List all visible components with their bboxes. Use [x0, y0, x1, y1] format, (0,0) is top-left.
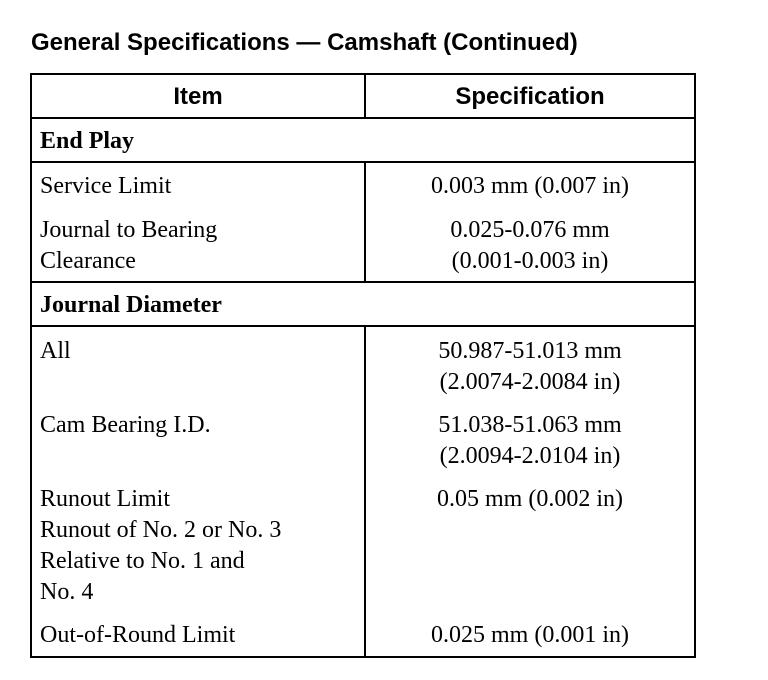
table-row-item: All: [40, 338, 71, 364]
section-divider: [32, 161, 694, 163]
table-row-item: Service Limit: [40, 173, 172, 199]
header-divider: [32, 117, 694, 119]
column-header-specification: Specification: [455, 83, 605, 110]
section-divider: [32, 281, 694, 283]
table-row-spec: 0.025-0.076 mm (0.001-0.003 in): [450, 217, 610, 274]
table-row-item: Runout Limit Runout of No. 2 or No. 3 Relative to No. 1 and No. 4: [40, 486, 282, 605]
table-row-item: Out-of-Round Limit: [40, 622, 236, 648]
table-row-spec: 50.987-51.013 mm (2.0074-2.0084 in): [438, 338, 622, 395]
table-row-item: Cam Bearing I.D.: [40, 412, 211, 438]
section-divider: [32, 325, 694, 327]
table-row-spec: 0.05 mm (0.002 in): [437, 486, 623, 512]
table-row-item: Journal to Bearing Clearance: [40, 217, 218, 274]
table-row-spec: 0.003 mm (0.007 in): [431, 173, 629, 199]
table-row-spec: 0.025 mm (0.001 in): [431, 622, 629, 648]
column-header-item: Item: [173, 83, 223, 110]
section-label-end-play: End Play: [40, 128, 135, 154]
table-row-spec: 51.038-51.063 mm (2.0094-2.0104 in): [438, 412, 622, 469]
spec-table: [30, 73, 696, 658]
column-divider: [364, 75, 366, 119]
section-label-journal-diameter: Journal Diameter: [40, 292, 222, 318]
page-title: General Specifications — Camshaft (Continued): [31, 29, 578, 56]
